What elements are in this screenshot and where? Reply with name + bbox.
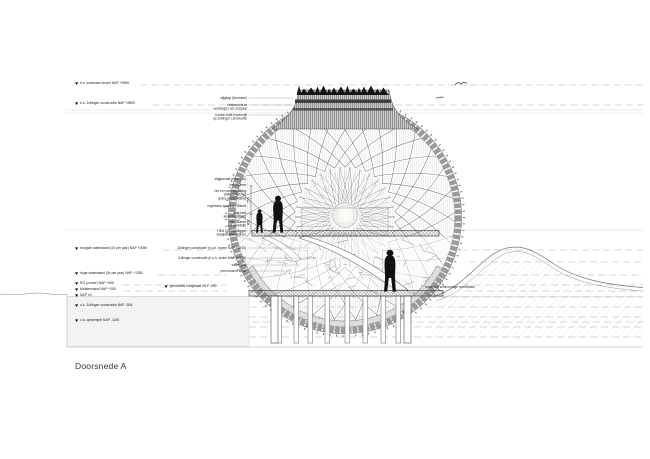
elevation-triangle-icon xyxy=(75,102,78,105)
elevation-marker-label: ‎hoge waterstand (5x per jaar) NAP +1350 xyxy=(80,271,143,276)
elevation-marker-label: ‎b.k. windvaan boven NAP +9500 xyxy=(80,81,130,86)
callout-label: op Zollinger constructie xyxy=(212,116,247,121)
lower-platform-deck xyxy=(249,291,443,297)
callout-label: (bevestigd) riet xyxy=(224,192,246,197)
elevation-marker-label: ‎b.k. Zollinger constructie NAP +8500 xyxy=(80,101,136,106)
dimension-label: 750 xyxy=(246,197,251,203)
pile xyxy=(363,296,368,343)
terrain-dike-layer xyxy=(433,247,643,338)
pile xyxy=(308,296,313,343)
callout-label: staalplaatbetonvloer xyxy=(216,232,246,237)
elevation-triangle-icon xyxy=(75,282,78,285)
callout-label: Zollinger constructie (h.o.h. boven NAP +2240) xyxy=(177,246,246,250)
elevation-triangle-icon xyxy=(75,247,78,250)
callout-label: glas met xyxy=(233,211,246,215)
bird-icon xyxy=(455,82,467,85)
pile xyxy=(271,296,278,343)
pile xyxy=(345,296,350,343)
dike-mass xyxy=(433,247,643,338)
pile xyxy=(381,296,386,343)
chimney-band xyxy=(295,100,391,103)
callout-label: houten balk bovenstijl xyxy=(215,113,247,117)
callout-label: vervangen om 2x3 jaar xyxy=(213,106,247,111)
mid-marker-label: gemiddeld hoogwater GLP -430 xyxy=(170,284,217,289)
callout-label: riet 280mm xyxy=(229,183,246,187)
callout-label: Zollinger constructie (h.o.h. onder NAP +2358) xyxy=(177,256,246,260)
callout-label: HEA 240 randligger xyxy=(217,229,246,233)
callout-label: perronschot kraal xyxy=(220,269,246,273)
elevation-marker-label: ‎RG (zomer) NAP +500 xyxy=(80,281,115,286)
pile xyxy=(404,296,411,343)
water-surface-line xyxy=(0,293,67,295)
elevation-marker-label: ‎o.k. opstempel NAP -1150 xyxy=(80,318,120,323)
elevation-marker-label: ‎o.k. Zollinger constructie NAP -506 xyxy=(80,303,133,308)
elevation-marker-label: ‎Middenstand NAP +250 xyxy=(80,287,116,292)
callout-label: (extra afgeschuind) xyxy=(217,196,246,201)
elevation-triangle-icon xyxy=(75,82,78,85)
dimension-label: 400 xyxy=(246,219,251,226)
thatched-chimney xyxy=(272,86,418,130)
chimney-band xyxy=(293,108,393,111)
drawing-title: Doorsnede A xyxy=(75,361,127,371)
elevation-triangle-icon xyxy=(165,285,168,288)
callout-label: regelwerk spacing 700mm xyxy=(207,204,246,208)
bird-icon xyxy=(436,97,443,99)
callout-label: riet en ruwe beplating xyxy=(214,189,246,193)
elevation-marker-label: ‎NAP ±0 xyxy=(80,293,92,298)
callout-label: kederbeglazing xyxy=(223,214,246,219)
callout-label: riet 280mm xyxy=(229,220,246,224)
elevation-triangle-icon xyxy=(75,288,78,291)
callout-label: stijgkap (thermiek) xyxy=(220,96,247,100)
pile xyxy=(396,296,401,343)
mid-marker-label: fundering schilvormige constructie xyxy=(425,285,475,290)
callout-label: watergoot xyxy=(231,263,246,267)
callout-label: wtf werkfolie xyxy=(227,223,246,228)
elevation-triangle-icon xyxy=(75,272,78,275)
pile xyxy=(325,296,330,343)
callout-label: stijgkanaal (thermiek) xyxy=(214,177,246,181)
main-floor-deck xyxy=(252,231,439,237)
elevation-marker-label: ‎hoogste waterstand (2x per jaar) NAP +2050 xyxy=(80,246,148,251)
callout-label: rietbundels te xyxy=(227,103,247,107)
pile xyxy=(294,296,299,343)
